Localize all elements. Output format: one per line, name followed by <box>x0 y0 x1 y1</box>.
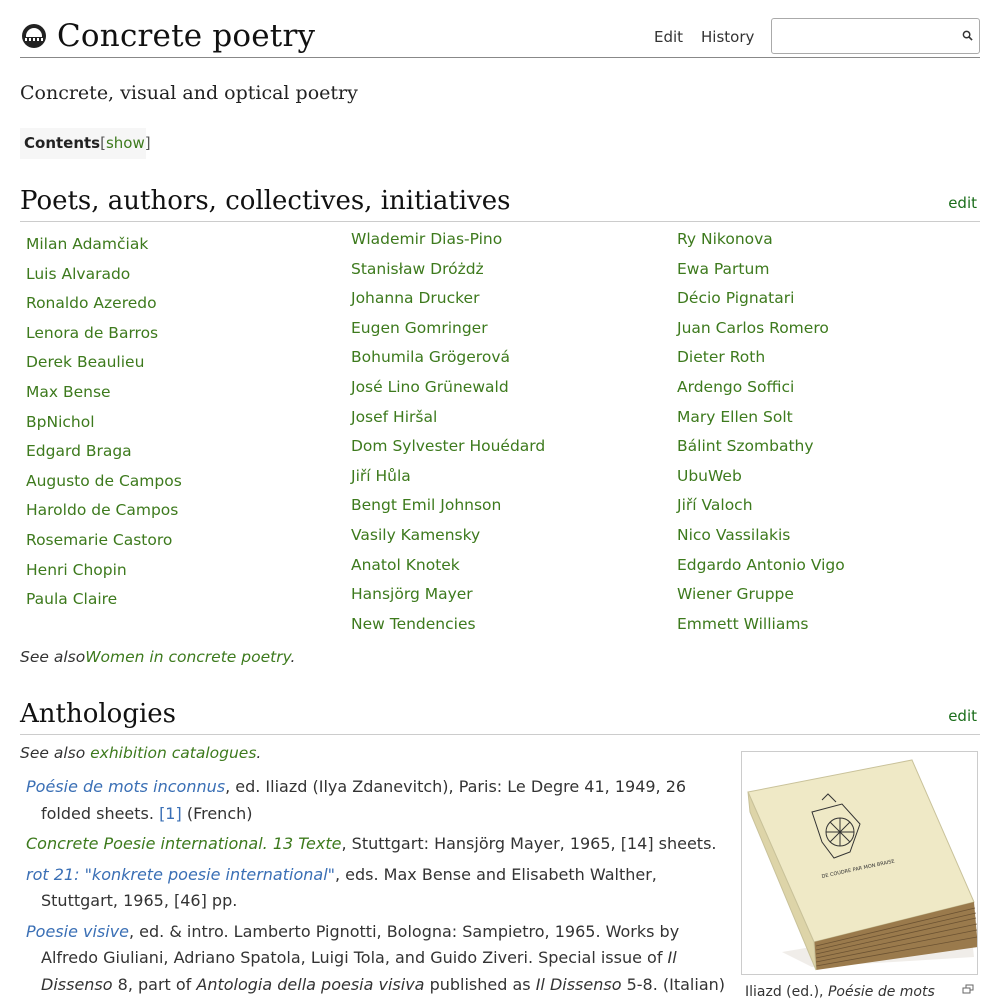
caption-title: Poésie de mots <box>827 984 935 1000</box>
italic-title: Il Dissenso <box>535 974 622 994</box>
poet-link[interactable]: Anatol Knotek <box>351 555 460 574</box>
poet-link[interactable]: Jiří Hůla <box>351 466 411 485</box>
search-icon[interactable] <box>962 30 973 41</box>
women-in-concrete-poetry-link[interactable]: Women in concrete poetry <box>85 648 291 666</box>
poet-link[interactable]: Eugen Gomringer <box>351 318 488 337</box>
see-also-suffix: . <box>256 744 262 762</box>
poet-link[interactable]: Wiener Gruppe <box>677 585 794 604</box>
toc-open-bracket: [ <box>100 134 106 152</box>
section-anthologies-header <box>20 699 980 735</box>
language-note: (French) <box>186 803 253 823</box>
poet-link[interactable]: Paula Claire <box>26 590 118 609</box>
section-poets-header <box>20 186 980 222</box>
poet-link[interactable]: Dieter Roth <box>677 348 766 367</box>
anthology-link[interactable]: Concrete Poesie international. 13 Texte <box>26 834 342 853</box>
toc-close-bracket: ] <box>144 134 151 152</box>
poet-link[interactable]: Bálint Szombathy <box>677 437 814 456</box>
poet-link[interactable]: Edgard Braga <box>26 442 132 461</box>
anthologies-list <box>26 774 726 1000</box>
poet-link[interactable]: UbuWeb <box>677 466 742 485</box>
edit-link[interactable]: Edit <box>654 28 684 46</box>
poet-link[interactable]: Bengt Emil Johnson <box>351 496 502 515</box>
anthology-details: , eds. Max Bense and Elisabeth Walther, Stuttgart, 1965, [46] pp. <box>41 864 657 910</box>
page-header <box>20 14 980 58</box>
list-item <box>26 831 726 858</box>
poet-link[interactable]: BpNichol <box>26 412 95 431</box>
poet-link[interactable]: Rosemarie Castoro <box>26 530 173 549</box>
poet-link[interactable]: Ardengo Soffici <box>677 377 795 396</box>
poet-link[interactable]: New Tendencies <box>351 614 476 633</box>
italic-title: Antologia della poesia visiva <box>196 974 425 994</box>
italic-title: Il Dissenso <box>41 948 677 994</box>
poet-link[interactable]: Augusto de Campos <box>26 471 182 490</box>
poets-see-also <box>20 648 295 666</box>
anthology-details: , ed. Iliazd (Ilya Zdanevitch), Paris: Le Degre 41, 1949, 26 folded sheets. <box>41 777 687 823</box>
poet-link[interactable]: Ry Nikonova <box>677 230 773 248</box>
book-thumbnail[interactable] <box>741 751 978 975</box>
poet-link[interactable]: Wlademir Dias-Pino <box>351 230 503 248</box>
poet-link[interactable]: Mary Ellen Solt <box>677 407 793 426</box>
toc-show-link[interactable]: show <box>105 134 145 152</box>
poet-link[interactable]: Henri Chopin <box>26 560 127 579</box>
see-also-suffix: . <box>290 648 296 666</box>
history-link[interactable]: History <box>701 28 755 46</box>
anthology-link[interactable]: Poesie visive <box>26 921 129 941</box>
table-of-contents <box>20 128 151 159</box>
enlarge-icon[interactable] <box>962 984 974 994</box>
book-image <box>742 752 978 975</box>
anthology-details: , Stuttgart: Hansjörg Mayer, 1965, [14] sheets. <box>341 834 717 853</box>
anthology-details: 5-8. (Italian) <box>621 974 726 994</box>
poet-link[interactable]: Edgardo Antonio Vigo <box>677 555 845 574</box>
anthology-details: , ed. & intro. Lamberto Pignotti, Bologna: Sampietro, 1965. Works by Alfredo Giuliani, Adriano Spatola, Luigi Tola, and Guido Ziveri. Special issue of <box>41 921 680 967</box>
list-item <box>26 862 726 915</box>
poet-link[interactable]: Haroldo de Campos <box>26 501 179 520</box>
see-also-prefix: See also <box>20 744 86 762</box>
poet-link[interactable]: Ronaldo Azeredo <box>26 294 157 313</box>
poet-link[interactable]: Milan Adamčiak <box>26 235 149 253</box>
toc-title: Contents <box>24 134 101 152</box>
search-input[interactable] <box>771 18 980 54</box>
see-also-prefix: See also <box>20 648 86 666</box>
anthology-link[interactable]: rot 21: "konkrete poesie international" <box>26 864 335 884</box>
poets-column-2 <box>351 225 545 639</box>
anthology-details: 8, part of <box>112 974 197 994</box>
poet-link[interactable]: Hansjörg Mayer <box>351 585 473 604</box>
poet-link[interactable]: Stanisław Dróżdż <box>351 259 484 278</box>
site-logo-icon[interactable] <box>22 24 46 48</box>
poet-link[interactable]: Dom Sylvester Houédard <box>351 437 546 456</box>
poet-link[interactable]: Ewa Partum <box>677 259 770 278</box>
poet-link[interactable]: Bohumila Grögerová <box>351 348 510 367</box>
page-title: Concrete poetry <box>57 18 316 54</box>
poet-link[interactable]: Johanna Drucker <box>351 289 480 308</box>
caption-prefix: Iliazd (ed.), <box>745 984 828 1000</box>
anthology-details: published as <box>424 974 536 994</box>
section-poets-edit-link[interactable]: edit <box>948 194 977 212</box>
list-item <box>26 774 726 827</box>
list-item <box>26 919 726 999</box>
poet-link[interactable]: Emmett Williams <box>677 614 809 633</box>
poet-link[interactable]: Derek Beaulieu <box>26 353 145 372</box>
section-poets-title: Poets, authors, collectives, initiatives <box>20 186 511 216</box>
page-subtitle: Concrete, visual and optical poetry <box>20 82 358 104</box>
anthology-link[interactable]: Poésie de mots inconnus <box>26 777 226 796</box>
poet-link[interactable]: Décio Pignatari <box>677 289 795 308</box>
poets-column-3 <box>677 225 845 639</box>
section-anthologies-edit-link[interactable]: edit <box>948 707 977 725</box>
poet-link[interactable]: Josef Hiršal <box>351 407 438 426</box>
section-anthologies-title: Anthologies <box>20 699 177 729</box>
poet-link[interactable]: Lenora de Barros <box>26 323 159 342</box>
figure-caption <box>745 984 935 1000</box>
poet-link[interactable]: Luis Alvarado <box>26 264 131 283</box>
reference-link[interactable]: [1] <box>159 803 182 823</box>
poet-link[interactable]: Nico Vassilakis <box>677 525 791 544</box>
poet-link[interactable]: Juan Carlos Romero <box>677 318 829 337</box>
poets-column-1 <box>26 230 182 615</box>
poet-link[interactable]: Jiří Valoch <box>677 496 753 515</box>
anthologies-see-also <box>20 744 261 762</box>
poet-link[interactable]: Max Bense <box>26 382 111 401</box>
exhibition-catalogues-link[interactable]: exhibition catalogues <box>90 744 257 762</box>
poet-link[interactable]: Vasily Kamensky <box>351 525 481 544</box>
poet-link[interactable]: José Lino Grünewald <box>351 377 509 396</box>
book-inscription: DE COUDRE PAR MON BRAISE <box>821 858 896 880</box>
